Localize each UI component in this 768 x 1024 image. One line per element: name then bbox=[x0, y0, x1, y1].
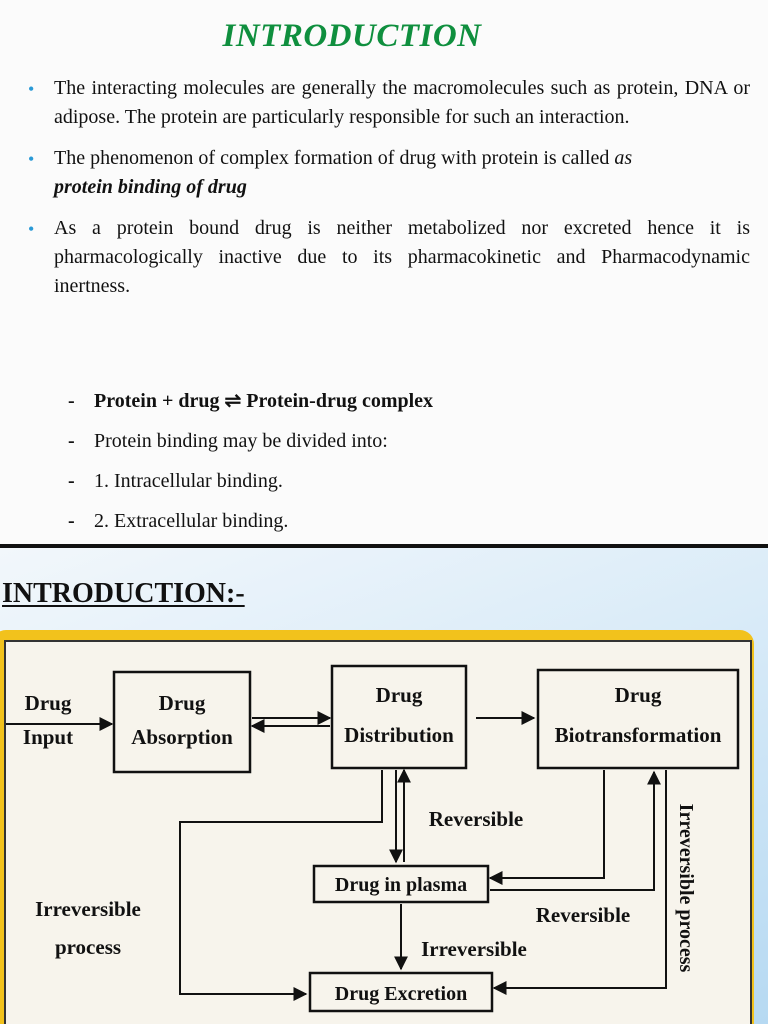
irreversible-left-label-line2: process bbox=[54, 935, 122, 959]
input-label-line1: Drug bbox=[24, 691, 72, 715]
plasma-label: Drug in plasma bbox=[334, 874, 468, 896]
reversible-right-label: Reversible bbox=[535, 903, 631, 927]
bullet-italic-word: as bbox=[614, 147, 633, 169]
dash-item bbox=[68, 466, 433, 506]
dash-marker: - bbox=[68, 510, 75, 532]
bullet-dot-icon: • bbox=[28, 219, 35, 239]
biotransformation-label-line1: Drug bbox=[614, 683, 662, 707]
bullet-text: As a protein bound drug is neither metabolized nor excreted hence it is pharmacologically inactive due to its pharmacokinetic and Pharmacodynamic inertness. bbox=[54, 217, 750, 297]
dash-marker: - bbox=[68, 390, 75, 412]
irreversible-mid-label: Irreversible bbox=[421, 937, 527, 961]
absorption-label-line2: Absorption bbox=[131, 725, 233, 749]
dash-text: 2. Extracellular binding. bbox=[94, 510, 289, 532]
irreversible-side-label: Irreversible process bbox=[675, 803, 697, 973]
bullet-item bbox=[28, 144, 750, 202]
excretion-label: Drug Excretion bbox=[334, 983, 468, 1005]
bullet-dot-icon: • bbox=[28, 149, 35, 169]
dash-text: Protein + drug ⇌ Protein-drug complex bbox=[94, 390, 434, 412]
dash-list bbox=[68, 386, 433, 546]
dash-text: Protein binding may be divided into: bbox=[94, 430, 388, 452]
dash-item bbox=[68, 506, 433, 546]
slide-title: INTRODUCTION bbox=[222, 18, 482, 54]
dash-text: 1. Intracellular binding. bbox=[94, 470, 283, 492]
arrow-plasma-to-biotransformation bbox=[490, 772, 654, 890]
bullet-item bbox=[28, 214, 750, 301]
bullet-list bbox=[28, 74, 750, 301]
dash-item bbox=[68, 386, 433, 426]
reversible-top-label: Reversible bbox=[428, 807, 524, 831]
bullet-text: The phenomenon of complex formation of drug with protein is called bbox=[54, 147, 615, 169]
distribution-box bbox=[332, 666, 466, 768]
absorption-box bbox=[114, 672, 250, 772]
biotransformation-label-line2: Biotransformation bbox=[554, 723, 722, 747]
dash-marker: - bbox=[68, 470, 75, 492]
irreversible-left-label-line1: Irreversible bbox=[35, 897, 141, 921]
distribution-label-line2: Distribution bbox=[344, 723, 454, 747]
dash-item bbox=[68, 426, 433, 466]
slide-title: INTRODUCTION:- bbox=[2, 578, 245, 609]
input-label-line2: Input bbox=[22, 725, 74, 749]
bullet-emphasis: protein binding of drug bbox=[54, 176, 247, 198]
drug-disposition-diagram bbox=[0, 548, 768, 1024]
absorption-label-line1: Drug bbox=[158, 691, 206, 715]
bullet-item bbox=[28, 74, 750, 132]
bullet-dot-icon: • bbox=[28, 79, 35, 99]
distribution-label-line1: Drug bbox=[375, 683, 423, 707]
bullet-text: The interacting molecules are generally the macromolecules such as protein, DNA or adipose. The protein are particularly responsible for such an interaction. bbox=[54, 77, 750, 128]
dash-marker: - bbox=[68, 430, 75, 452]
